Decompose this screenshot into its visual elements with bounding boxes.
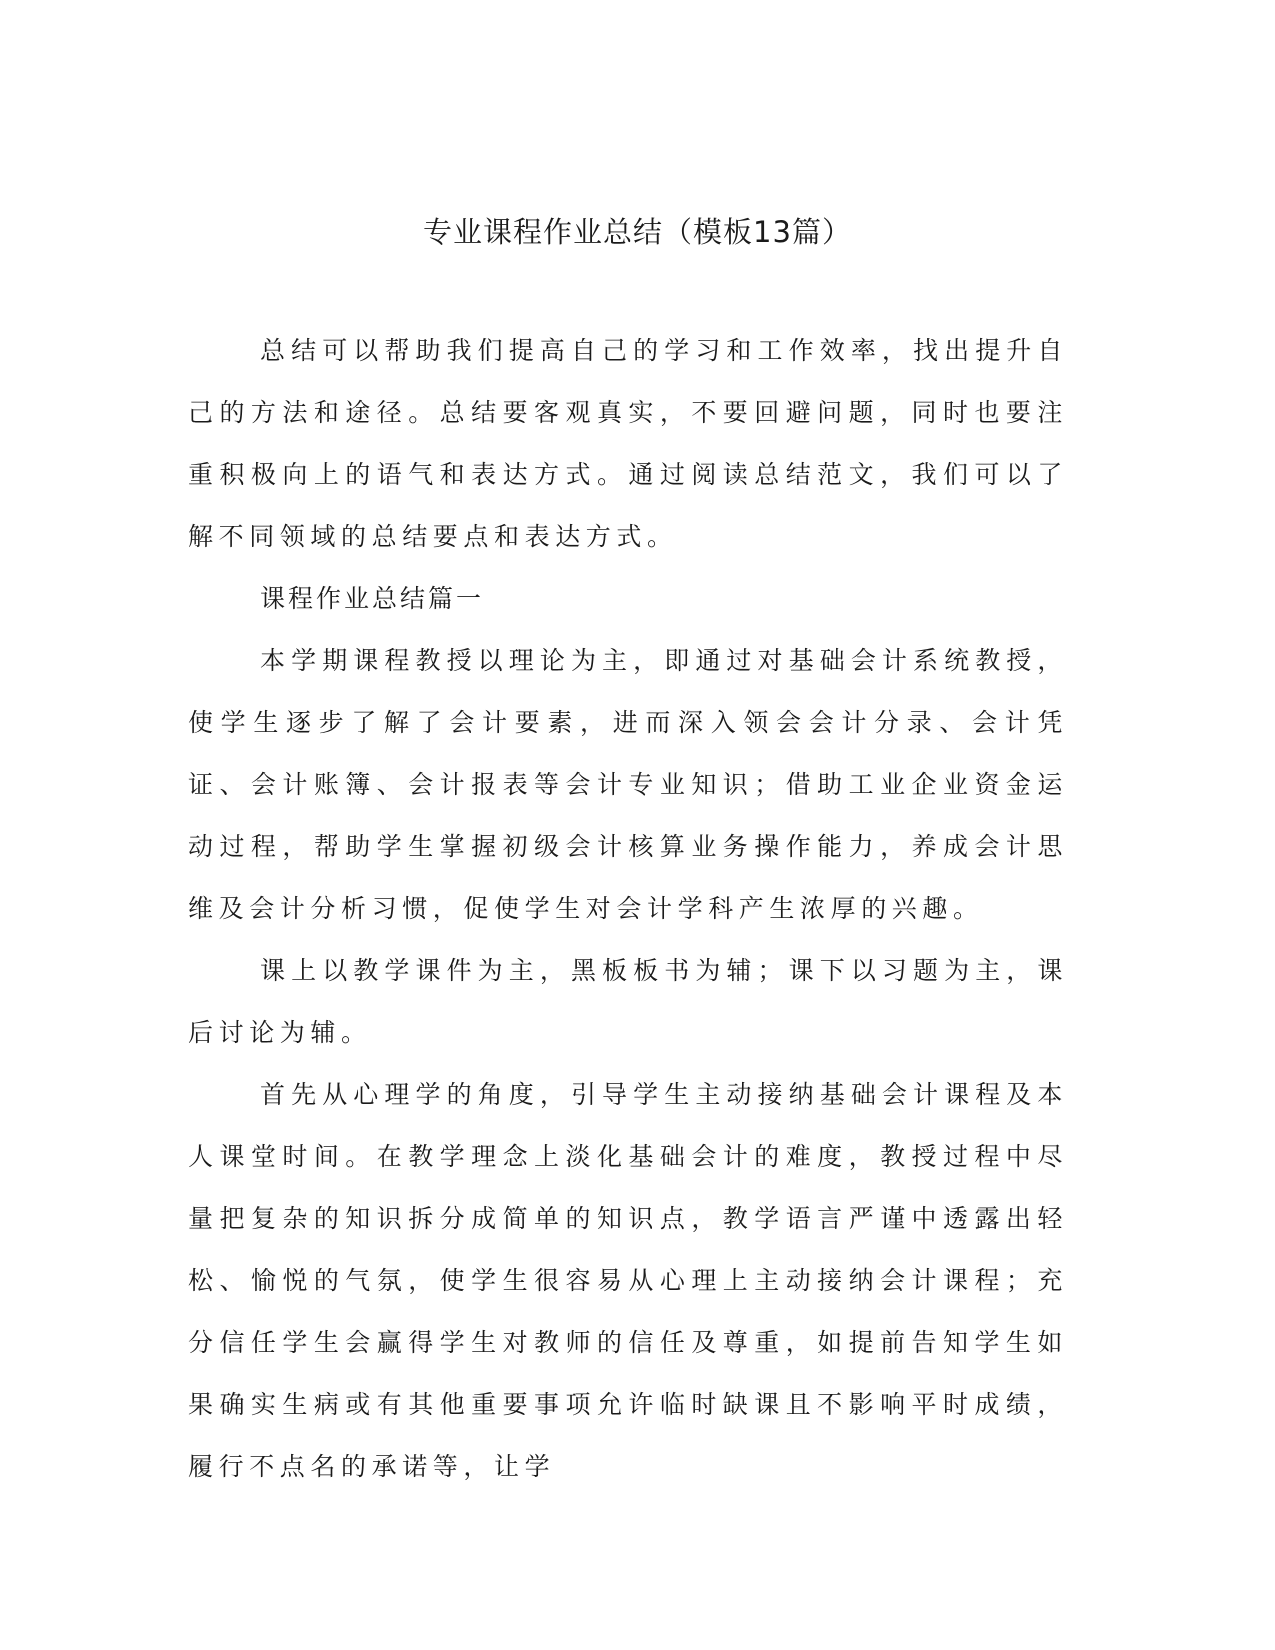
body-paragraph: 本学期课程教授以理论为主，即通过对基础会计系统教授，使学生逐步了解了会计要素，进而深入领会会计分录、会计凭证、会计账簿、会计报表等会计专业知识；借助工业企业资金运动过程，帮助学生掌握初级会计核算业务操作能力，养成会计思维及会计分析习惯，促使学生对会计学科产生浓厚的兴趣。	[188, 646, 1068, 923]
document-body	[188, 320, 1068, 1498]
body-paragraph: 首先从心理学的角度，引导学生主动接纳基础会计课程及本人课堂时间。在教学理念上淡化基础会计的难度，教授过程中尽量把复杂的知识拆分成简单的知识点，教学语言严谨中透露出轻松、愉悦的气氛，使学生很容易从心理上主动接纳会计课程；充分信任学生会赢得学生对教师的信任及尊重，如提前告知学生如果确实生病或有其他重要事项允许临时缺课且不影响平时成绩，履行不点名的承诺等，让学	[188, 1080, 1068, 1481]
document-title: 专业课程作业总结（模板13篇）	[423, 215, 852, 249]
body-paragraph: 课上以教学课件为主，黑板板书为辅；课下以习题为主，课后讨论为辅。	[188, 956, 1068, 1047]
section-heading: 课程作业总结篇一	[260, 584, 485, 613]
intro-paragraph: 总结可以帮助我们提高自己的学习和工作效率，找出提升自己的方法和途径。总结要客观真实，不要回避问题，同时也要注重积极向上的语气和表达方式。通过阅读总结范文，我们可以了解不同领域的总结要点和表达方式。	[188, 336, 1068, 551]
